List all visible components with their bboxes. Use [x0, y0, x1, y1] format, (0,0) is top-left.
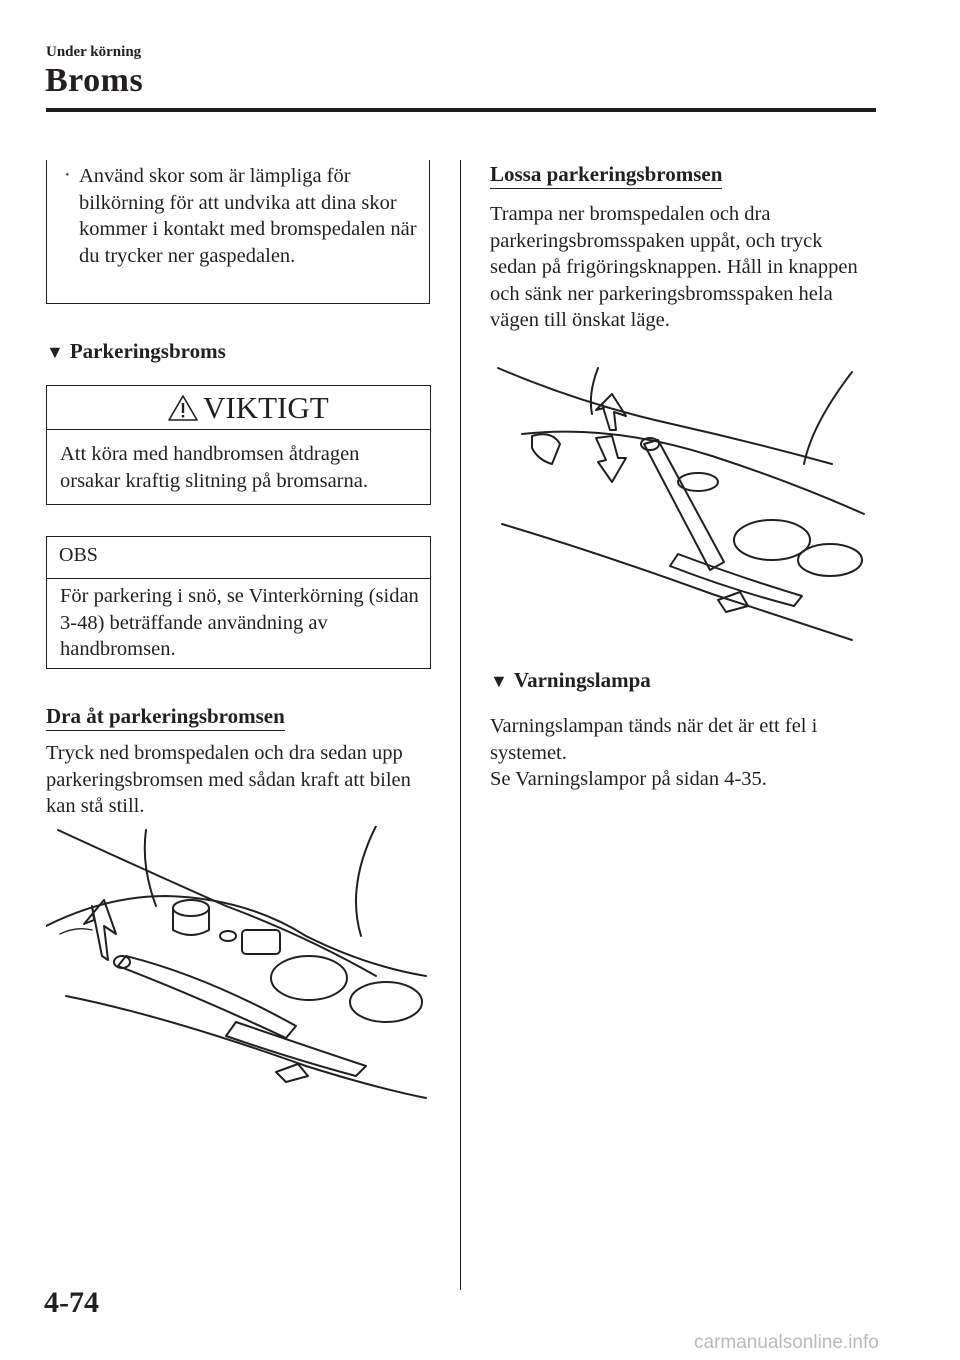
shift-knob-body	[173, 908, 209, 935]
cup-holder-2	[798, 544, 862, 576]
apply-heading-wrap	[46, 704, 285, 729]
release-text: Trampa ner bromspedalen och dra parkeringsbromsspaken uppåt, och tryck sedan på frigöringsknappen. Håll in knappen och sänk ner parkeringsbromsspaken hela vägen till önskat läge.	[490, 203, 858, 331]
handbrake-lever-raised	[644, 440, 724, 570]
viktigt-title	[167, 390, 329, 426]
warning-text-2: Se Varningslampor på sidan 4-35.	[490, 768, 767, 790]
lever-slot	[226, 1022, 366, 1076]
page-number: 4-74	[44, 1286, 99, 1319]
seat-outline	[356, 826, 376, 936]
release-heading: Lossa parkeringsbromsen	[490, 162, 722, 189]
small-knob	[220, 931, 236, 941]
obs-header	[47, 537, 430, 579]
obs-title: OBS	[59, 544, 98, 566]
parking-heading-label: Parkeringsbroms	[69, 339, 226, 363]
warning-heading	[490, 668, 651, 693]
seat-outline	[804, 372, 852, 464]
switch-block	[242, 930, 280, 954]
warning-triangle-icon	[167, 394, 199, 422]
push-button-arrow-icon	[596, 436, 626, 482]
warning-heading-label: Varningslampa	[513, 668, 651, 692]
shift-knob-top	[173, 900, 209, 916]
detail-line	[60, 929, 92, 934]
latch	[718, 592, 748, 612]
viktigt-header	[47, 386, 430, 430]
down-triangle-icon: ▼	[490, 671, 508, 691]
cup-holder-1	[271, 956, 347, 1000]
bullet-text: Använd skor som är lämpliga för bilkörning för att undvika att dina skor kommer i kontakt med bromspedalen när du trycker ner gaspedalen.	[79, 165, 417, 267]
cup-holder-2	[350, 982, 422, 1022]
bullet-box	[46, 160, 430, 304]
column-divider	[460, 160, 461, 1290]
header-rule	[46, 108, 876, 112]
section-label: Under körning	[46, 44, 142, 60]
lever-slot	[670, 554, 802, 606]
parking-heading	[46, 339, 226, 364]
illustration-release-parking-brake	[492, 364, 874, 650]
release-heading-wrap	[490, 162, 722, 187]
illustration-apply-parking-brake	[46, 826, 432, 1108]
latch	[276, 1064, 308, 1082]
console-edge	[498, 368, 832, 464]
viktigt-text: Att köra med handbromsen åtdragen orsakar kraftig slitning på bromsarna.	[60, 443, 368, 492]
obs-box	[46, 536, 431, 669]
viktigt-box	[46, 385, 431, 505]
warning-text-1: Varningslampan tänds när det är ett fel i systemet.	[490, 715, 818, 764]
watermark: carmanualsonline.info	[694, 1332, 879, 1353]
down-triangle-icon: ▼	[46, 342, 64, 362]
console-bottom	[66, 996, 426, 1098]
bullet-dot: ·	[64, 164, 71, 186]
dash-outline	[145, 830, 156, 906]
apply-heading: Dra åt parkeringsbromsen	[46, 704, 285, 731]
viktigt-label: VIKTIGT	[203, 390, 329, 425]
obs-text: För parkering i snö, se Vinterkörning (sidan 3-48) beträffande användning av handbromsen.	[60, 585, 419, 660]
apply-text: Tryck ned bromspedalen och dra sedan upp parkeringsbromsen med sådan kraft att bilen kan stå still.	[46, 742, 411, 817]
cup-holder-1	[734, 520, 810, 560]
switch-panel	[532, 434, 560, 464]
handbrake-lever	[118, 956, 296, 1038]
chapter-title: Broms	[45, 62, 144, 99]
console-bottom	[502, 524, 852, 640]
dash-outline	[591, 368, 598, 414]
